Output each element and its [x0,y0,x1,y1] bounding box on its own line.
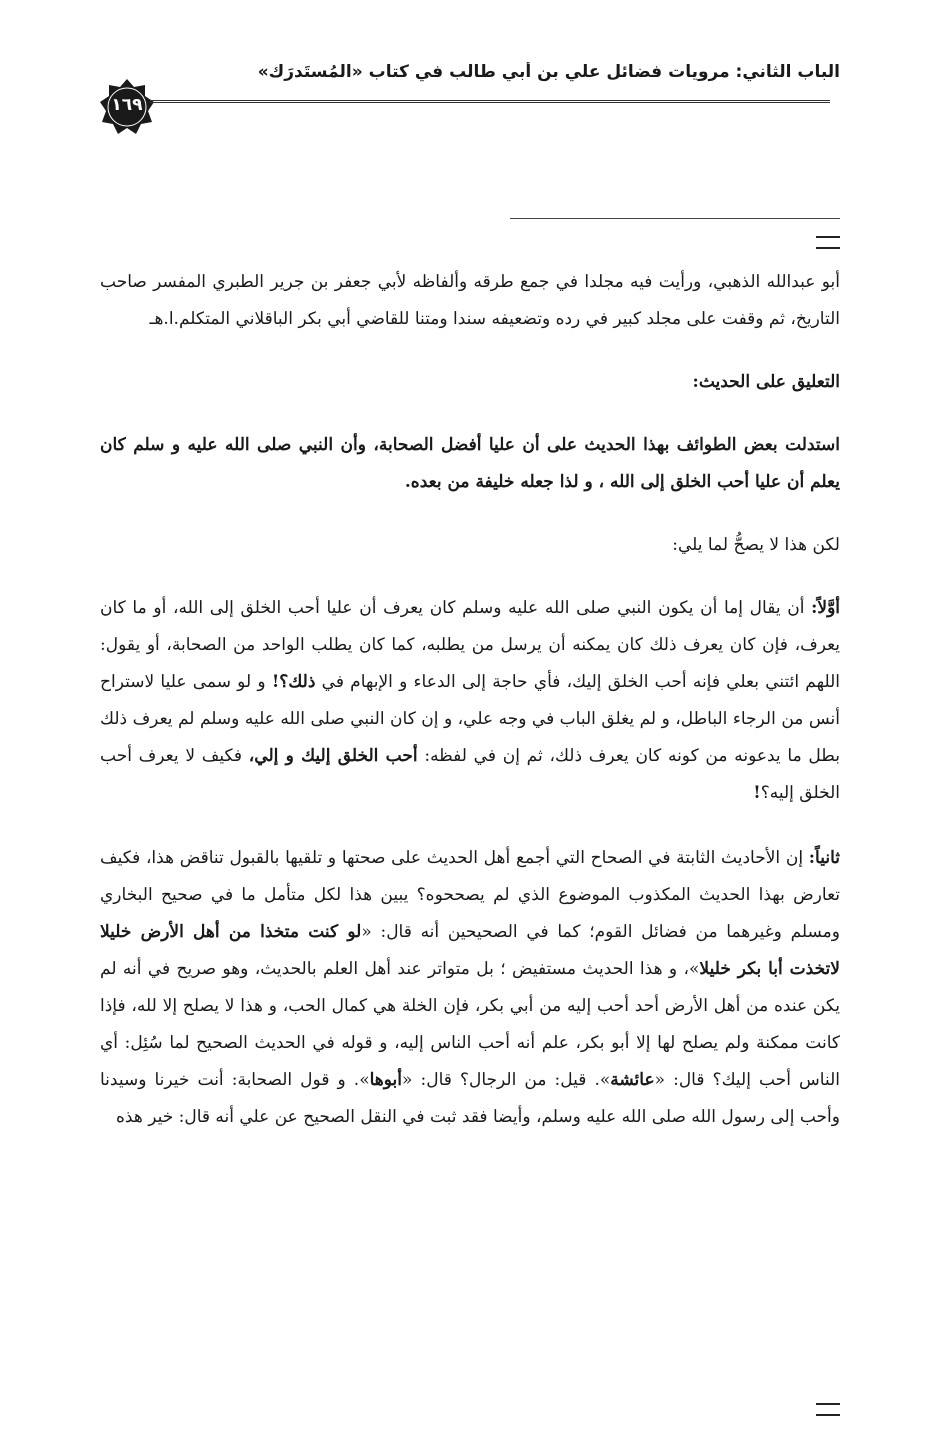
second-point-text-b: »، و هذا الحديث مستفيض ؛ بل متواتر عند أهل العلم بالحديث، وهو صريح في أنه لم يكن عنده من أهل الأرض أحد أحب إليه من أبي بكر، فإن الخلة هي كمال الحب، و هذا لا يصلح إلا لله، فإذا كانت ممكنة ولم يصلح لها إلا أبو بكر، علم أنه أحب الناس إليه، و قوله في الحديث الصحيح لما سُئِل: أي الناس أحب إليك؟ قال: « [100,959,840,1090]
second-point-text-a: إن الأحاديث الثابتة في الصحاح التي أجمع أهل الحديث على صحتها و تلقيها بالقبول تناقض هذا، فكيف تعارض بهذا الحديث المكذوب الموضوع الذي لم يصححوه؟ يبين هذا لكل متأمل ما في صحيح البخاري ومسلم وغيرهما من فضائل القوم؛ كما في الصحيحين أنه قال: « [100,848,840,942]
second-point-text-c: ». قيل: من الرجال؟ قال: « [402,1070,611,1090]
page-number-badge [98,78,156,136]
first-point-emphasis-3: ! [753,783,761,803]
first-point-text-a: أن يقال إما أن يكون النبي صلى الله عليه وسلم كان يعرف أن عليا أحب الخلق إلى الله، أو ما كان يعرف، فإن كان يعرف ذلك كان يمكنه أن يرسل من يطلبه، كما كان يطلب الواحد من الصحابة، أو يقول: اللهم ائتني بعلي فإنه أحب الخلق إليك، فأي حاجة إلى الدعاء و الإبهام في [100,598,841,692]
section-heading: التعليق على الحديث: [692,372,840,392]
second-point-quote-1: لو كنت متخذا من أهل الأرض خليلا لاتخذت أبا بكر خليلا [100,922,840,979]
second-point-paragraph [100,840,840,1136]
second-point-label: ثانياً: [808,848,840,868]
first-point-label: أوَّلاً: [811,598,840,618]
first-point-emphasis-1: ذلك؟! [271,672,316,692]
second-point-quote-2: عائشة [610,1070,655,1090]
first-point-emphasis-2: أحب الخلق إليك و إلي، [248,746,418,766]
header-rule [150,100,830,103]
first-point-text-b: و لو سمى عليا لاستراح أنس من الرجاء الباطل، و لم يغلق الباب في وجه علي، و إن كان النبي صلى الله عليه وسلم لم يعرف ذلك بطل ما يدعونه من كونه كان يعرف ذلك، ثم إن في لفظه: [100,672,840,766]
intro-paragraph: استدلت بعض الطوائف بهذا الحديث على أن عليا أفضل الصحابة، وأن النبي صلى الله عليه و سلم كان يعلم أن عليا أحب الخلق إلى الله ، و لذا جعله خليفة من بعده. [100,435,840,492]
first-point-text-c: فكيف لا يعرف أحب الخلق إليه؟ [100,746,840,803]
page-content [100,264,840,1136]
running-header: الباب الثاني: مرويات فضائل علي بن أبي طالب في كتاب «المُستَدرَك» [257,62,840,82]
page-number: ١٦٩ [111,95,143,115]
but-line: لكن هذا لا يصحُّ لما يلي: [672,535,840,555]
continuation-mark-top [816,236,840,249]
first-point-paragraph [100,590,840,812]
continuation-mark-bottom [816,1403,840,1416]
second-point-text-d: ». و قول الصحابة: أنت خيرنا وسيدنا وأحب إلى رسول الله صلى الله عليه وسلم، وأيضا فقد ثبت في النقل الصحيح عن علي أنه قال: خير هذه [100,1070,840,1127]
footnote-separator [510,218,840,219]
second-point-quote-3: أبوها [369,1070,403,1090]
footnote-text: أبو عبدالله الذهبي، ورأيت فيه مجلدا في جمع طرقه وألفاظه لأبي جعفر بن جرير الطبري المفسر صاحب التاريخ، ثم وقفت على مجلد كبير في رده وتضعيفه سندا ومتنا للقاضي أبي بكر الباقلاني المتكلم.ا.هـ [100,272,840,329]
